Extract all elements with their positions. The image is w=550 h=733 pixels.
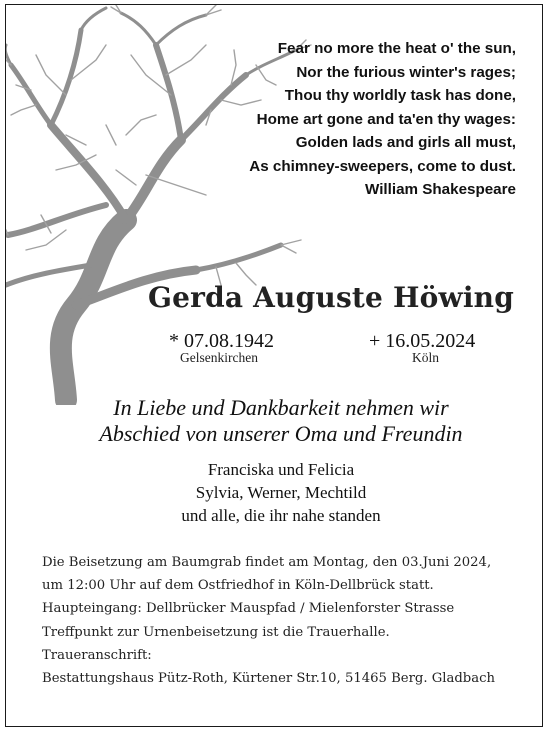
death-date: + 16.05.2024 (369, 330, 476, 352)
poem-author: William Shakespeare (365, 181, 516, 198)
poem-line: Home art gone and ta'en thy wages: (256, 110, 516, 128)
info-line: Haupteingang: Dellbrücker Mauspfad / Mielenforster Strasse (42, 601, 455, 617)
poem (249, 37, 516, 202)
info-line: um 12:00 Uhr auf dem Ostfriedhof in Köln-Dellbrück statt. (42, 578, 434, 594)
info-line: Bestattungshaus Pütz-Roth, Kürtener Str.10, 51465 Berg. Gladbach (42, 671, 495, 687)
farewell-line: Abschied von unserer Oma und Freundin (99, 421, 463, 446)
family-names (96, 458, 466, 527)
birth-date: * 07.08.1942 (169, 330, 274, 352)
family-line: Franciska und Felicia (207, 460, 355, 479)
deceased-name: Gerda Auguste Höwing (147, 281, 515, 314)
farewell-text (66, 395, 496, 447)
death-place: Köln (412, 350, 439, 365)
birth-place: Gelsenkirchen (180, 350, 258, 365)
info-line: Treffpunkt zur Urnenbeisetzung ist die Trauerhalle. (42, 624, 390, 640)
poem-line: Nor the furious winter's rages; (296, 63, 516, 81)
poem-line: As chimney-sweepers, come to dust. (249, 157, 516, 175)
family-line: und alle, die ihr nahe standen (181, 506, 381, 525)
family-line: Sylvia, Werner, Mechtild (195, 483, 367, 502)
info-line: Traueranschrift: (42, 647, 152, 663)
farewell-line: In Liebe und Dankbarkeit nehmen wir (113, 395, 449, 420)
obituary-card (5, 4, 543, 727)
funeral-info (42, 551, 495, 690)
poem-line: Thou thy worldly task has done, (284, 87, 516, 104)
poem-line: Fear no more the heat o' the sun, (277, 40, 516, 57)
info-line: Die Beisetzung am Baumgrab findet am Montag, den 03.Juni 2024, (42, 555, 492, 570)
poem-line: Golden lads and girls all must, (295, 134, 516, 151)
